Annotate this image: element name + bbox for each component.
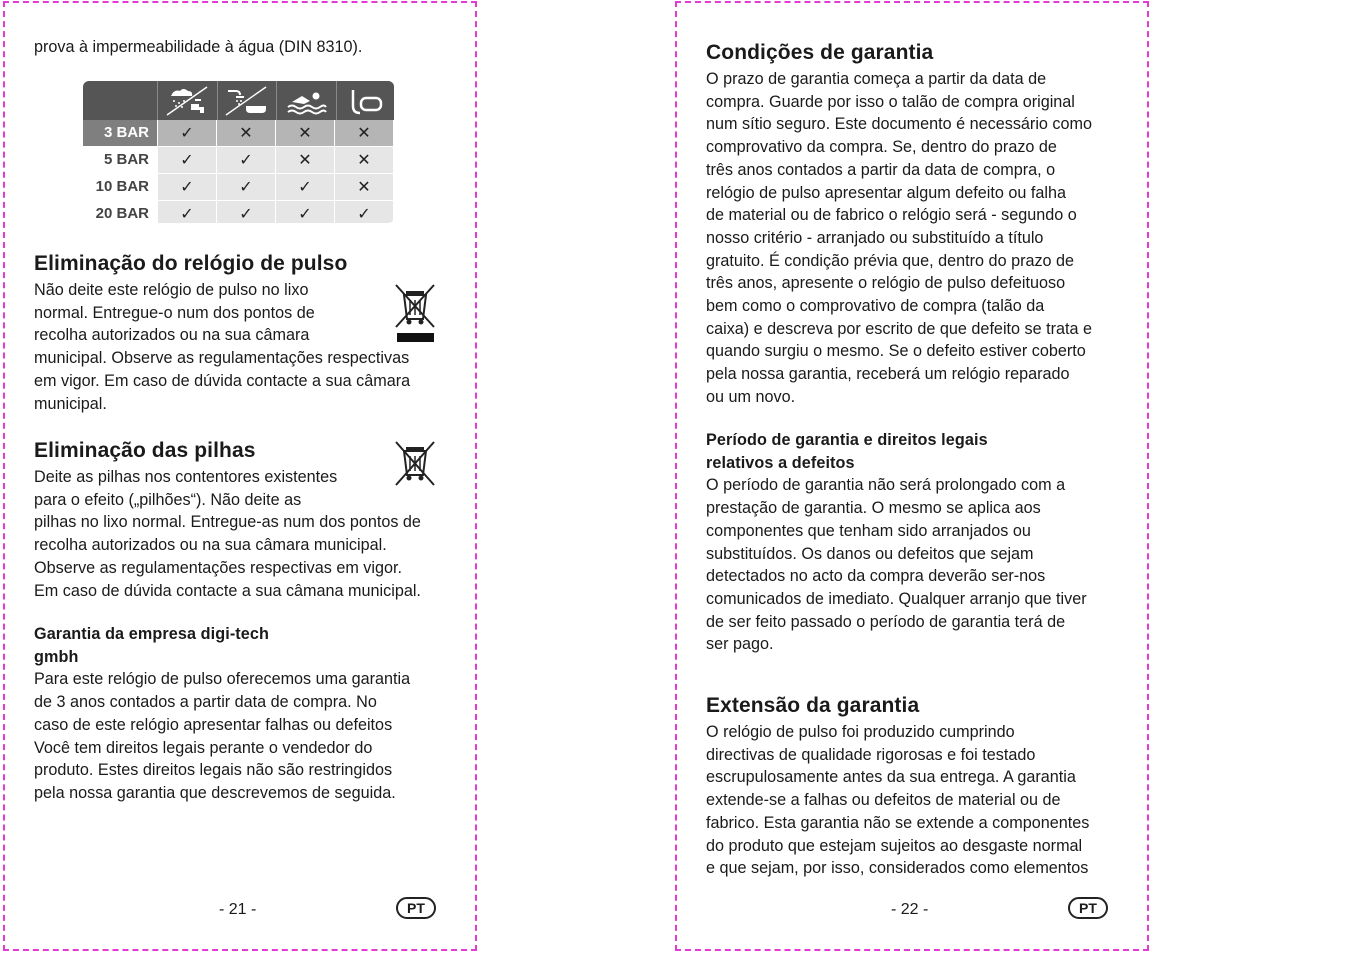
- text-line: Não deite este relógio de pulso no lixo: [34, 281, 309, 299]
- text-line: substituídos. Os danos ou defeitos que sejam: [706, 544, 1034, 563]
- text-line: compra. Guarde por isso o talão de compra original: [706, 92, 1075, 111]
- text-line: municipal. Observe as regulamentações respectivas: [34, 349, 410, 368]
- text-line: pilhas no lixo normal. Entregue-as num dos pontos de: [34, 513, 421, 532]
- text-line: fabrico. Esta garantia não se extende a componentes: [706, 813, 1090, 832]
- text-line: Observe as regulamentações respectivas em vigor.: [34, 558, 402, 577]
- table-cell: ✓: [158, 120, 216, 146]
- text-line: Para este relógio de pulso oferecemos uma garantia: [34, 670, 411, 689]
- text-line: pela nossa garantia, receberá um relógio reparado: [706, 365, 1070, 384]
- table-row: [83, 146, 394, 173]
- section-title: Condições de garantia: [706, 41, 934, 64]
- section-warranty-extent: [706, 691, 1111, 880]
- text-line: num sítio seguro. Este documento é necessário como: [706, 115, 1093, 134]
- pressure-label: 3 BAR: [83, 120, 157, 146]
- left-page: [3, 1, 477, 951]
- section-title-line: Período de garantia e direitos legais: [706, 431, 988, 449]
- text-line: Você tem direitos legais perante o vendedor do: [34, 738, 373, 757]
- text-line: gratuito. É condição prévia que, dentro do prazo de: [706, 251, 1075, 270]
- text-line: de material ou de fabrico o relógio será - segundo o: [706, 206, 1077, 225]
- pressure-label: 10 BAR: [95, 178, 149, 195]
- text-line: caixa) e descreva por escrito de que defeito se trata e: [706, 319, 1093, 338]
- text-line: directivas de qualidade rigorosas e foi testado: [706, 745, 1036, 764]
- section-warranty-conditions: [706, 38, 1111, 409]
- water-resistance-table: [83, 81, 394, 223]
- table-cell: ✕: [335, 120, 393, 146]
- text-line: O prazo de garantia começa a partir da data de: [706, 70, 1047, 88]
- table-header-row: [83, 81, 394, 120]
- section-title: Extensão da garantia: [706, 694, 920, 717]
- page-number: - 22 -: [891, 901, 929, 918]
- text-line: O período de garantia não será prolongado com a: [706, 476, 1066, 495]
- text-line: prestação de garantia. O mesmo se aplica aos: [706, 499, 1041, 518]
- text-line: nosso critério - arranjado ou substituído a título: [706, 228, 1044, 247]
- text-line: extende-se a falhas ou defeitos de material ou de: [706, 791, 1061, 810]
- section-title-line: relativos a defeitos: [706, 453, 855, 472]
- table-cell: ✕: [335, 147, 393, 173]
- section-title-line: gmbh: [34, 647, 79, 666]
- text-line: escrupulosamente antes da sua entrega. A garantia: [706, 768, 1076, 787]
- section-disposal-batteries: [34, 436, 439, 602]
- text-line: em vigor. Em caso de dúvida contacte a sua câmara: [34, 371, 411, 390]
- crossed-bin-icon: [393, 281, 437, 350]
- table-cell: ✓: [158, 147, 216, 173]
- rain-tap-icon: [157, 81, 215, 120]
- text-line: normal. Entregue-o num dos pontos de: [34, 303, 315, 322]
- crossed-battery-bin-icon: [393, 439, 437, 494]
- text-line: do produto que estejam sujeitos ao desgaste normal: [706, 836, 1083, 855]
- text-line: comunicados de imediato. Qualquer arranjo que tiver: [706, 589, 1087, 608]
- section-title: Eliminação das pilhas: [34, 439, 256, 462]
- table-cell: ✕: [276, 147, 334, 173]
- text-line: três anos, apresente o relógio de pulso defeituoso: [706, 274, 1066, 293]
- text-line: recolha autorizados ou na sua câmara: [34, 326, 310, 345]
- text-line: ou um novo.: [706, 387, 796, 406]
- right-page: [675, 1, 1149, 951]
- swimming-icon: [276, 81, 334, 120]
- section-title: Eliminação do relógio de pulso: [34, 252, 348, 275]
- table-cell: ✕: [276, 120, 334, 146]
- text-line: de ser feito passado o período de garantia terá de: [706, 612, 1066, 631]
- pressure-label: 5 BAR: [103, 151, 149, 168]
- table-cell: ✓: [335, 201, 393, 223]
- language-badge: PT: [396, 897, 436, 919]
- table-cell: ✓: [158, 201, 216, 223]
- text-line: produto. Estes direitos legais não são restringidos: [34, 761, 393, 780]
- snorkel-icon: [336, 81, 394, 120]
- text-line: quando surgiu o mesmo. Se o defeito estiver coberto: [706, 342, 1086, 361]
- text-line: ser pago.: [706, 635, 774, 654]
- text-line: bem como o comprovativo de compra (talão da: [706, 297, 1045, 316]
- text-line: comprovativo da compra. Se, dentro do prazo de: [706, 138, 1057, 157]
- shower-bath-icon: [217, 81, 275, 120]
- section-warranty-company: [34, 623, 439, 805]
- table-cell: ✕: [217, 120, 275, 146]
- text-line: três anos contados a partir da data de compra, o: [706, 160, 1056, 179]
- section-title-line: Garantia da empresa digi-tech: [34, 625, 269, 643]
- text-line: caso de este relógio apresentar falhas ou defeitos: [34, 715, 393, 734]
- text-line: pela nossa garantia que descrevemos de seguida.: [34, 783, 396, 802]
- text-line: componentes que tenham sido arranjados ou: [706, 521, 1031, 540]
- language-badge: PT: [1068, 897, 1108, 919]
- text-line: para o efeito („pilhões“). Não deite as: [34, 490, 302, 509]
- text-line: de 3 anos contados a partir data de compra. No: [34, 693, 377, 712]
- page-number: - 21 -: [219, 901, 257, 918]
- text-line: municipal.: [34, 394, 107, 413]
- table-row: [83, 173, 394, 200]
- section-warranty-period: [706, 429, 1111, 656]
- text-line: Em caso de dúvida contacte a sua câmana municipal.: [34, 581, 421, 600]
- text-line: e que sejam, por isso, considerados como elementos: [706, 859, 1089, 878]
- table-cell: ✓: [158, 174, 216, 200]
- pressure-label: 20 BAR: [95, 205, 149, 222]
- table-cell: ✓: [217, 174, 275, 200]
- intro-text: prova à impermeabilidade à água (DIN 8310).: [34, 38, 363, 56]
- text-line: Deite as pilhas nos contentores existentes: [34, 468, 338, 486]
- table-row: [83, 120, 394, 146]
- text-line: relógio de pulso apresentar algum defeito ou falha: [706, 183, 1066, 202]
- table-cell: ✕: [335, 174, 393, 200]
- text-line: O relógio de pulso foi produzido cumprindo: [706, 723, 1015, 741]
- table-cell: ✓: [217, 147, 275, 173]
- text-line: recolha autorizados ou na sua câmara municipal.: [34, 536, 387, 555]
- text-line: detectados no acto da compra deverão ser-nos: [706, 567, 1046, 586]
- table-cell: ✓: [276, 201, 334, 223]
- table-cell: ✓: [276, 174, 334, 200]
- section-disposal-watch: [34, 249, 439, 415]
- table-cell: ✓: [217, 201, 275, 223]
- table-row: [83, 200, 394, 223]
